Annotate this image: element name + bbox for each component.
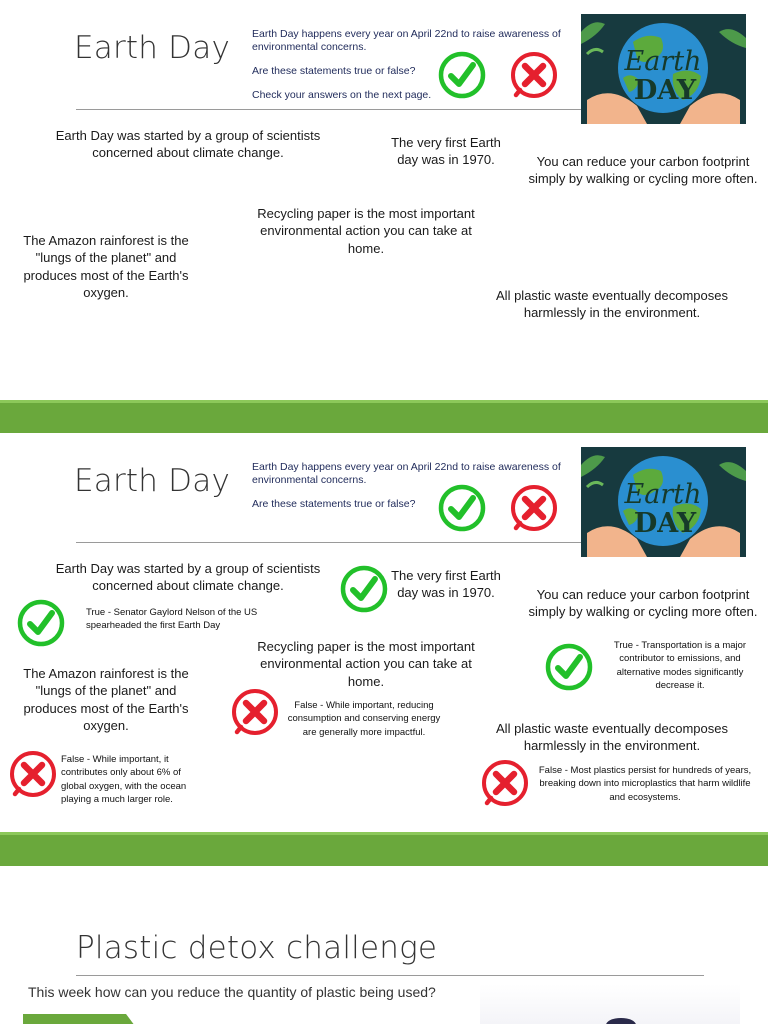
check-icon xyxy=(437,50,487,100)
slide-1-intro-1: Earth Day happens every year on April 22nd to raise awareness of environmental concerns. xyxy=(252,28,561,54)
slide-1-title: Earth Day xyxy=(74,30,230,66)
title-divider xyxy=(76,975,704,976)
cross-icon xyxy=(509,483,559,533)
title-divider xyxy=(76,542,581,543)
answer-5-text: False - While important, it contributes only about 6% of global oxygen, with the ocean playing a much larger role. xyxy=(61,754,187,806)
answer-5-cross-icon xyxy=(8,749,58,799)
statement-2: The very first Earth day was in 1970. xyxy=(391,135,501,168)
cross-icon xyxy=(509,50,559,100)
answer-3-text: True - Transportation is a major contributor to emissions, and alternative modes significantly decrease it. xyxy=(613,640,747,692)
statement-1: Earth Day was started by a group of scientists concerned about climate change. xyxy=(55,561,321,594)
logo-text-earth: Earth xyxy=(624,46,702,77)
slide-2 xyxy=(0,433,768,832)
answer-6-cross-icon xyxy=(480,758,530,808)
statement-5: The Amazon rainforest is the "lungs of the planet" and produces most of the Earth's oxygen. xyxy=(23,666,189,733)
statement-4: Recycling paper is the most important environmental action you can take at home. xyxy=(257,639,475,689)
slide-2-intro-2: Are these statements true or false? xyxy=(252,498,416,510)
answer-1-check-icon xyxy=(16,598,66,648)
statement-3: You can reduce your carbon footprint simply by walking or cycling more often. xyxy=(528,587,758,620)
logo-text-day: DAY xyxy=(633,75,697,106)
arrow-shape xyxy=(23,1014,135,1024)
answer-4-cross-icon xyxy=(230,687,280,737)
answer-3-check-icon xyxy=(544,642,594,692)
statement-6: All plastic waste eventually decomposes harmlessly in the environment. xyxy=(496,288,728,321)
answer-6-text: False - Most plastics persist for hundreds of years, breaking down into microplastics that harm wildlife and ecosystems. xyxy=(538,765,752,803)
slide-1 xyxy=(0,0,768,400)
answer-1-text: True - Senator Gaylord Nelson of the US spearheaded the first Earth Day xyxy=(86,607,258,632)
earth-day-logo xyxy=(581,447,746,557)
logo-text-day: DAY xyxy=(633,508,697,539)
statement-5: The Amazon rainforest is the "lungs of the planet" and produces most of the Earth's oxygen. xyxy=(23,233,189,300)
check-icon xyxy=(437,483,487,533)
divider-band-2 xyxy=(0,832,768,866)
slide-3-question: This week how can you reduce the quantity of plastic being used? xyxy=(28,984,436,1000)
answer-4-text: False - While important, reducing consumption and conserving energy are generally more impactful. xyxy=(287,700,441,738)
earth-day-logo xyxy=(581,14,746,124)
answer-2-check-icon xyxy=(339,564,389,614)
slide-1-intro-2: Are these statements true or false? xyxy=(252,65,416,77)
logo-text-earth: Earth xyxy=(624,479,702,510)
slide-2-title: Earth Day xyxy=(74,463,230,499)
statement-3: You can reduce your carbon footprint simply by walking or cycling more often. xyxy=(528,154,758,187)
statement-6: All plastic waste eventually decomposes harmlessly in the environment. xyxy=(496,721,728,754)
decorative-graphic xyxy=(480,984,740,1024)
slide-1-intro-3: Check your answers on the next page. xyxy=(252,89,432,101)
slide-3 xyxy=(0,866,768,1024)
statement-1: Earth Day was started by a group of scientists concerned about climate change. xyxy=(55,128,321,161)
slide-3-title: Plastic detox challenge xyxy=(76,930,438,966)
statement-4: Recycling paper is the most important environmental action you can take at home. xyxy=(257,206,475,256)
slide-2-intro-1: Earth Day happens every year on April 22nd to raise awareness of environmental concerns. xyxy=(252,461,561,487)
divider-band-1 xyxy=(0,400,768,433)
statement-2: The very first Earth day was in 1970. xyxy=(391,568,501,601)
title-divider xyxy=(76,109,581,110)
